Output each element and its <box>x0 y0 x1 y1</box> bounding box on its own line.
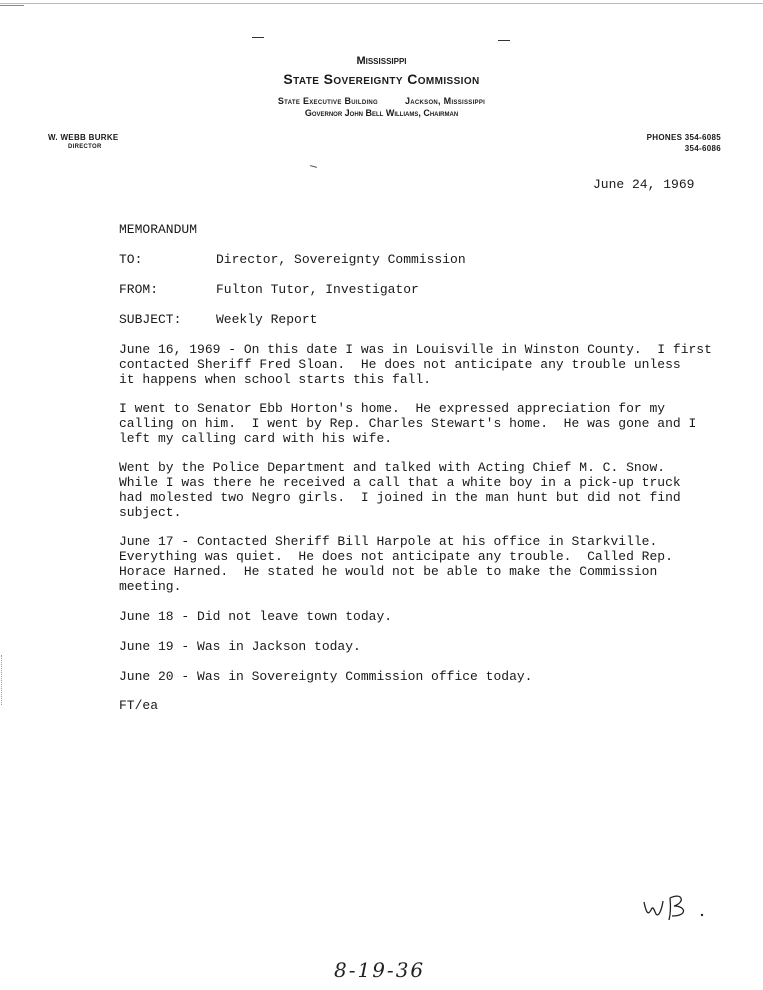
paragraph-police: Went by the Police Department and talked with Acting Chief M. C. Snow. While I was there he received a call that a white boy in a pick-up truck had molested two Negro girls. I joined in the man hunt but did not find subject. <box>119 460 681 520</box>
letterhead-governor: Governor John Bell Williams, Chairman <box>304 108 459 118</box>
memo-heading: MEMORANDUM <box>119 222 198 237</box>
director-name: W. WEBB BURKE <box>48 133 119 142</box>
handwritten-file-number: 8-19-36 <box>334 958 426 982</box>
from-label: FROM: <box>119 282 159 297</box>
paragraph-horton: I went to Senator Ebb Horton's home. He expressed appreciation for my calling on him. I went by Rep. Charles Stewart's home. He was gone and I left my calling card with his wife. <box>119 401 697 446</box>
paragraph-june-16: June 16, 1969 - On this date I was in Louisville in Winston County. I first contacted Sheriff Fred Sloan. He does not anticipate any trouble unless it happens when school starts this fall. <box>119 342 712 387</box>
paragraph-june-19: June 19 - Was in Jackson today. <box>119 639 361 654</box>
top-border-line <box>0 3 763 4</box>
subject-value: Weekly Report <box>216 312 318 327</box>
header-dash-left <box>252 37 264 38</box>
subject-label: SUBJECT: <box>119 312 182 327</box>
phones-second: 354-6086 <box>684 144 721 153</box>
handwritten-initials-signature <box>640 888 720 928</box>
typist-initials: FT/ea <box>119 698 159 713</box>
letterhead-state: Mississippi <box>356 55 407 67</box>
letterhead-address <box>0 91 763 109</box>
header-dash-right <box>498 40 510 41</box>
paragraph-june-18: June 18 - Did not leave town today. <box>119 609 393 624</box>
left-margin-mark <box>1 655 3 705</box>
letterhead-city: Jackson, Mississippi <box>404 96 486 106</box>
to-label: TO: <box>119 252 143 267</box>
top-left-mark <box>0 5 24 6</box>
paragraph-june-17: June 17 - Contacted Sheriff Bill Harpole at his office in Starkville. Everything was quiet. He does not anticipate any trouble. Called Rep. Horace Harned. He stated he would not be able to make the Commission meeting. <box>119 534 673 594</box>
to-value: Director, Sovereignty Commission <box>216 252 466 267</box>
letterhead-agency: State Sovereignty Commission <box>283 71 480 87</box>
memo-date: June 24, 1969 <box>593 177 695 192</box>
stray-mark <box>310 165 317 168</box>
letterhead-building: State Executive Building <box>277 96 379 106</box>
from-value: Fulton Tutor, Investigator <box>216 282 419 297</box>
phones-label: PHONES 354-6085 <box>646 133 721 142</box>
paragraph-june-20: June 20 - Was in Sovereignty Commission office today. <box>119 669 533 684</box>
director-title: DIRECTOR <box>68 144 102 150</box>
